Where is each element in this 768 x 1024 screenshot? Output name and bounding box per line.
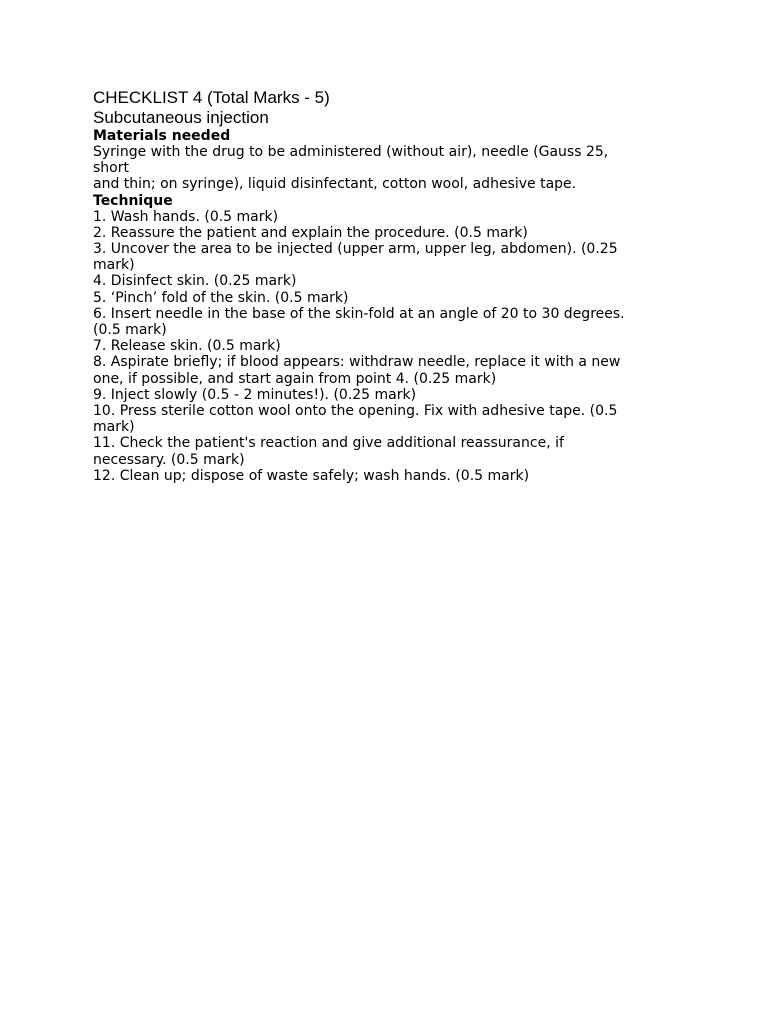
technique-heading: Technique (93, 192, 173, 209)
technique-step (93, 241, 663, 273)
technique-step (93, 209, 663, 225)
technique-step-line: 4. Disinfect skin. (0.25 mark) (93, 273, 297, 290)
technique-step (93, 306, 663, 338)
technique-steps-list (93, 209, 663, 484)
technique-step-line: 10. Press sterile cotton wool onto the opening. Fix with adhesive tape. (0.5 (93, 403, 618, 420)
materials-line: Syringe with the drug to be administered (without air), needle (Gauss 25, (93, 144, 609, 160)
technique-step-line: 12. Clean up; dispose of waste safely; wash hands. (0.5 mark) (93, 467, 530, 484)
materials-heading: Materials needed (93, 128, 231, 144)
technique-step (93, 403, 663, 435)
technique-step (93, 468, 663, 484)
technique-step-line: 11. Check the patient's reaction and give additional reassurance, if (93, 435, 564, 452)
technique-step-line: 9. Inject slowly (0.5 - 2 minutes!). (0.25 mark) (93, 386, 417, 403)
document-title: CHECKLIST 4 (Total Marks - 5) (93, 88, 330, 107)
technique-step (93, 387, 663, 403)
technique-step-line: 8. Aspirate briefly; if blood appears: withdraw needle, replace it with a new (93, 354, 621, 371)
materials-line: short (93, 160, 129, 177)
materials-line: and thin; on syringe), liquid disinfectant, cotton wool, adhesive tape. (93, 176, 577, 193)
technique-step-line: 2. Reassure the patient and explain the procedure. (0.5 mark) (93, 224, 528, 241)
technique-step-line: (0.5 mark) (93, 322, 167, 339)
technique-step-line: 7. Release skin. (0.5 mark) (93, 338, 281, 355)
document-page (93, 88, 663, 484)
technique-step (93, 273, 663, 289)
technique-step-line: mark) (93, 257, 135, 274)
technique-step-line: necessary. (0.5 mark) (93, 451, 245, 468)
technique-step (93, 338, 663, 354)
technique-step-line: one, if possible, and start again from point 4. (0.25 mark) (93, 370, 497, 387)
technique-step-line: 1. Wash hands. (0.5 mark) (93, 208, 279, 225)
technique-step-line: 3. Uncover the area to be injected (upper arm, upper leg, abdomen). (0.25 (93, 241, 618, 258)
technique-step (93, 225, 663, 241)
technique-step (93, 354, 663, 386)
technique-step-line: mark) (93, 419, 135, 436)
technique-step-line: 6. Insert needle in the base of the skin-fold at an angle of 20 to 30 degrees. (93, 305, 625, 322)
technique-step-line: 5. ‘Pinch’ fold of the skin. (0.5 mark) (93, 289, 349, 306)
materials-paragraph (93, 144, 663, 193)
document-subtitle: Subcutaneous injection (93, 108, 269, 127)
technique-step (93, 435, 663, 467)
technique-step (93, 290, 663, 306)
